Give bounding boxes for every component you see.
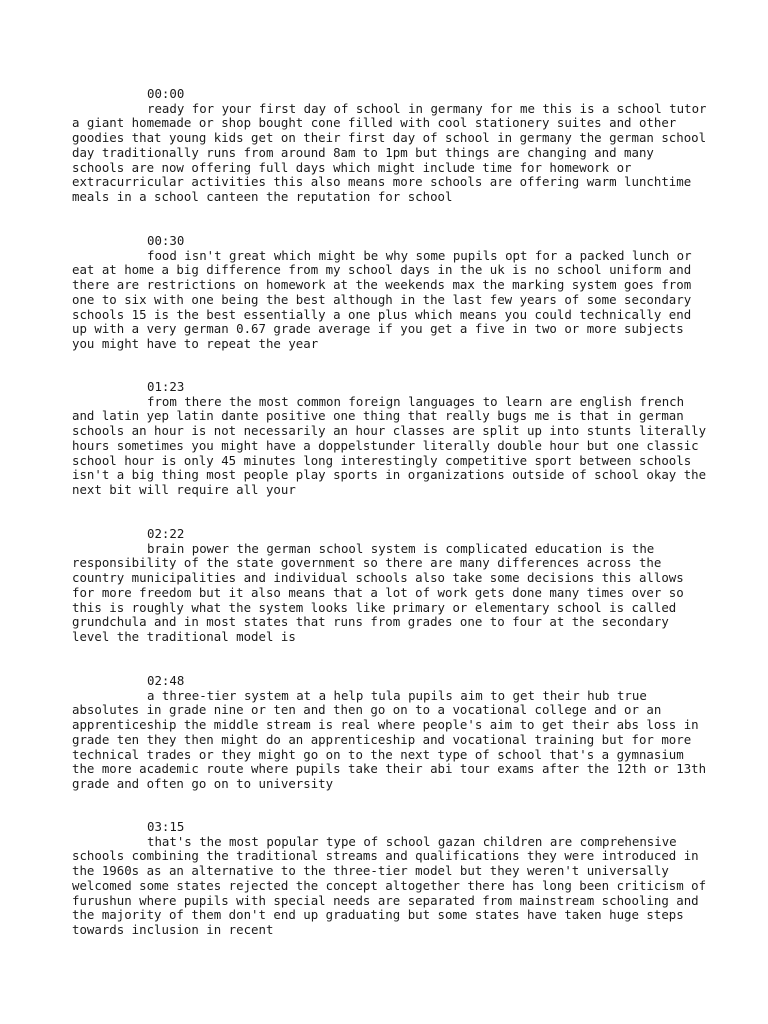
transcript-segment (72, 380, 712, 498)
timestamp: 00:30 (147, 233, 185, 248)
transcript-text: food isn't great which might be why some pupils opt for a packed lunch or eat at home a big difference from my school days in the uk is no school uniform and there are restrictions on homework at the weekends max the marking system goes from one to six with one being the best although in the last few years of some secondary schools 15 is the best essentially a one plus which means you could technically end up with a very german 0.67 grade average if you get a five in two or more subjects you might have to repeat the year (72, 247, 692, 351)
transcript-segment (72, 674, 712, 792)
transcript-text: that's the most popular type of school gazan children are comprehensive schools combining the traditional streams and qualifications they were introduced in the 1960s as an alternative to the three-tier model but they weren't universally welcomed some states rejected the concept altogether there has long been criticism of furushun where pupils with special needs are separated from mainstream schooling and the majority of them don't end up graduating but some states have taken huge steps towards inclusion in recent (72, 833, 707, 937)
timestamp: 02:22 (147, 526, 185, 541)
transcript-segment (72, 527, 712, 645)
transcript-segment (72, 87, 712, 205)
timestamp: 03:15 (147, 819, 185, 834)
transcript-text: brain power the german school system is complicated education is the responsibility of the state government so there are many differences across the country municipalities and individual schools also take some decisions this allows for more freedom but it also means that a lot of work gets done many times over so this is roughly what the system looks like primary or elementary school is called grundchula and in most states that runs from grades one to four at the secondary level the traditional model is (72, 540, 684, 644)
timestamp: 01:23 (147, 379, 185, 394)
transcript-text: ready for your first day of school in germany for me this is a school tutor a giant homemade or shop bought cone filled with cool stationery suites and other goodies that young kids get on their first day of school in germany the german school day traditionally runs from around 8am to 1pm but things are changing and many schools are now offering full days which might include time for homework or extracurricular activities this also means more schools are offering warm lunchtime meals in a school canteen the reputation for school (72, 100, 707, 204)
transcript-text: a three-tier system at a help tula pupils aim to get their hub true absolutes in grade nine or ten and then go on to a vocational college and or an apprenticeship the middle stream is real where people's aim to get their abs loss in grade ten they then might do an apprenticeship and vocational training but for more technical trades or they might go on to the next type of school that's a gymnasium the more academic route where pupils take their abi tour exams after the 12th or 13th grade and often go on to university (72, 687, 707, 791)
transcript-text: from there the most common foreign languages to learn are english french and latin yep latin dante positive one thing that really bugs me is that in german schools an hour is not necessarily an hour classes are split up into stunts literally hours sometimes you might have a doppelstunder literally double hour but one classic school hour is only 45 minutes long interestingly competitive sport between schools isn't a big thing most people play sports in organizations outside of school okay the next bit will require all your (72, 393, 707, 497)
transcript-segment (72, 820, 712, 938)
timestamp: 02:48 (147, 673, 185, 688)
transcript-segment (72, 234, 712, 352)
timestamp: 00:00 (147, 86, 185, 101)
